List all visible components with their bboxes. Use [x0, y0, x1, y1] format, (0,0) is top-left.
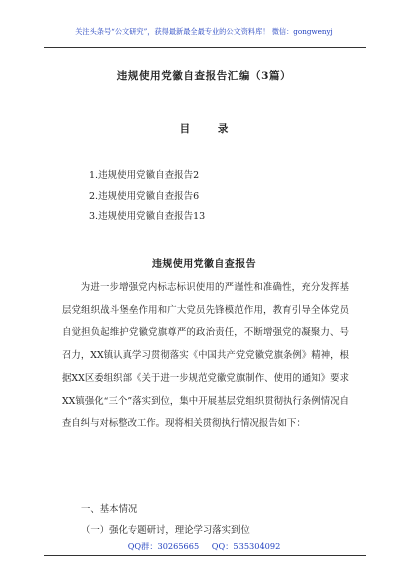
header-divider [44, 47, 366, 48]
body-paragraph: 为进一步增强党内标志标识使用的严谨性和准确性，充分发挥基层党组织战斗堡垒作用和广大党员先锋模范作用，教育引导全体党员自觉担负起维护党徽党旗尊严的政治责任，不断增强党的凝聚力、号召力，XX镇认真学习贯彻落实《中国共产党党徽党旗条例》精神，根据XX区委组织部《关于进一步规范党徽党旗制作、使用的通知》要求XX镇强化“三个”落实到位，集中开展基层党组织贯彻执行条例情况自查自纠与对标整改工作。现将相关贯彻执行情况报告如下： [62, 282, 349, 430]
section-title: 违规使用党徽自查报告 [152, 259, 256, 270]
toc-item[interactable]: 3.违规使用党徽自查报告13 [89, 211, 206, 222]
footer-qq-group: QQ群：30265665 [127, 541, 200, 551]
toc-list [89, 170, 205, 232]
footer-qq-number: QQ：535304092 [211, 541, 281, 551]
toc-item[interactable]: 1.违规使用党徽自查报告2 [89, 170, 200, 181]
footer-divider [44, 555, 366, 556]
heading-basic-situation: 一、基本情况 [81, 504, 138, 515]
toc-heading: 目 录 [179, 123, 241, 135]
header-note: 关注头条号“公文研究”，获得最新最全最专业的公文资料库！ 微信：gongwenyj [75, 27, 333, 36]
subheading-study: （一）强化专题研讨，理论学习落实到位 [81, 525, 250, 536]
document-title: 违规使用党徽自查报告汇编（3篇） [116, 70, 292, 82]
footer-contact [0, 541, 408, 552]
toc-item[interactable]: 2.违规使用党徽自查报告6 [89, 190, 200, 202]
